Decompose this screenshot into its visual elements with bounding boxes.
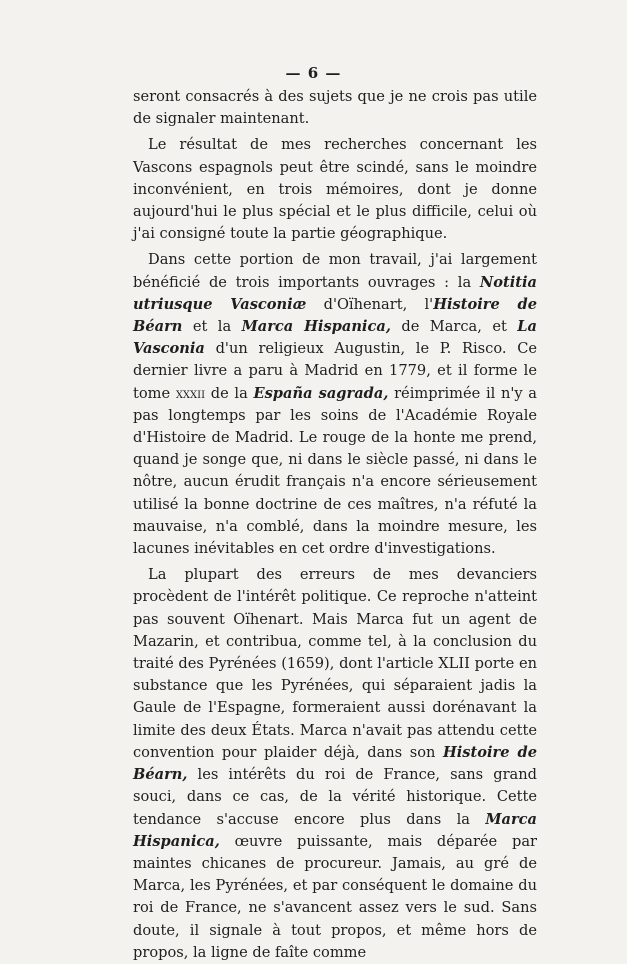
text-run: Le résultat de mes recherches concernant les Vascons espagnols peut être scindé, sans le moindre inconvénient, en trois mémoires, dont je donne aujourd'hui le plus spécial et le plus difficile, celui où j'ai consigné toute la partie géographique. (133, 136, 537, 243)
italic-title: Marca Hispanica, (133, 810, 537, 850)
text-run: Dans cette portion de mon travail, j'ai largement bénéficié de trois importants ouvrages : la (133, 251, 537, 291)
paragraph-3 (133, 249, 537, 560)
italic-title: España sagrada, (253, 384, 389, 402)
text-run: d'un religieux Augustin, le P. Risco. Ce dernier livre a paru à Madrid en 1779, et il forme le tome (133, 340, 537, 402)
italic-title: Marca Hispanica, (241, 318, 391, 336)
italic-title: Notitia utriusque Vasconiæ (133, 273, 537, 313)
text-run: xxxii (175, 384, 206, 402)
text-run: réimprimée il n'y a pas longtemps par les soins de l'Académie Royale d'Histoire de Madrid. Le rouge de la honte me prend, quand je songe que, ni dans le siècle passé, ni dans le nôtre, aucun érudit français n'a encore sérieusement utilisé la bonne doctrine de ces maîtres, n'a réfuté la mauvaise, n'a comblé, dans la moindre mesure, les lacunes inévitables en cet ordre d'investigations. (133, 384, 538, 558)
page-number: — 6 — (285, 64, 342, 82)
text-run: et la (182, 318, 242, 336)
text-run: œuvre puissante, mais déparée par maintes chicanes de procureur. Jamais, au gré de Marca, les Pyrénées, et par conséquent le domaine du roi de France, ne s'avancent assez vers le sud. Sans doute, il signale à tout propos, et même hors de propos, la ligne de faîte comme (133, 832, 537, 961)
text-run: de la (205, 384, 254, 402)
text-run: d'Oïhenart, l' (306, 295, 434, 313)
text-run: La plupart des erreurs de mes devanciers procèdent de l'intérêt politique. Ce reproche n'atteint pas souvent Oïhenart. Mais Marca fut un agent de Mazarin, et contribua, comme tel, à la conclusion du traité des Pyrénées (1659), dont l'article XLII porte en substance que les Pyrénées, qui séparaient jadis la Gaule de l'Espagne, formeraient aussi dorénavant la limite des deux États. Marca n'avait pas attendu cette convention pour plaider déjà, dans son (133, 566, 537, 761)
paragraph-4 (133, 564, 537, 964)
body-text (133, 86, 537, 964)
text-run: seront consacrés à des sujets que je ne crois pas utile de signaler maintenant. (133, 88, 537, 128)
paragraph-2 (133, 134, 537, 245)
italic-title: Histoire de Béarn (133, 295, 537, 336)
italic-title: Histoire de Béarn, (133, 743, 537, 784)
text-run: les intérêts du roi de France, sans grand souci, dans ce cas, de la vérité historique. Cette tendance s'accuse encore plus dans la (133, 766, 537, 828)
italic-title: La Vasconia (133, 318, 537, 358)
text-run: de Marca, et (390, 318, 518, 336)
paragraph-1 (133, 86, 537, 130)
